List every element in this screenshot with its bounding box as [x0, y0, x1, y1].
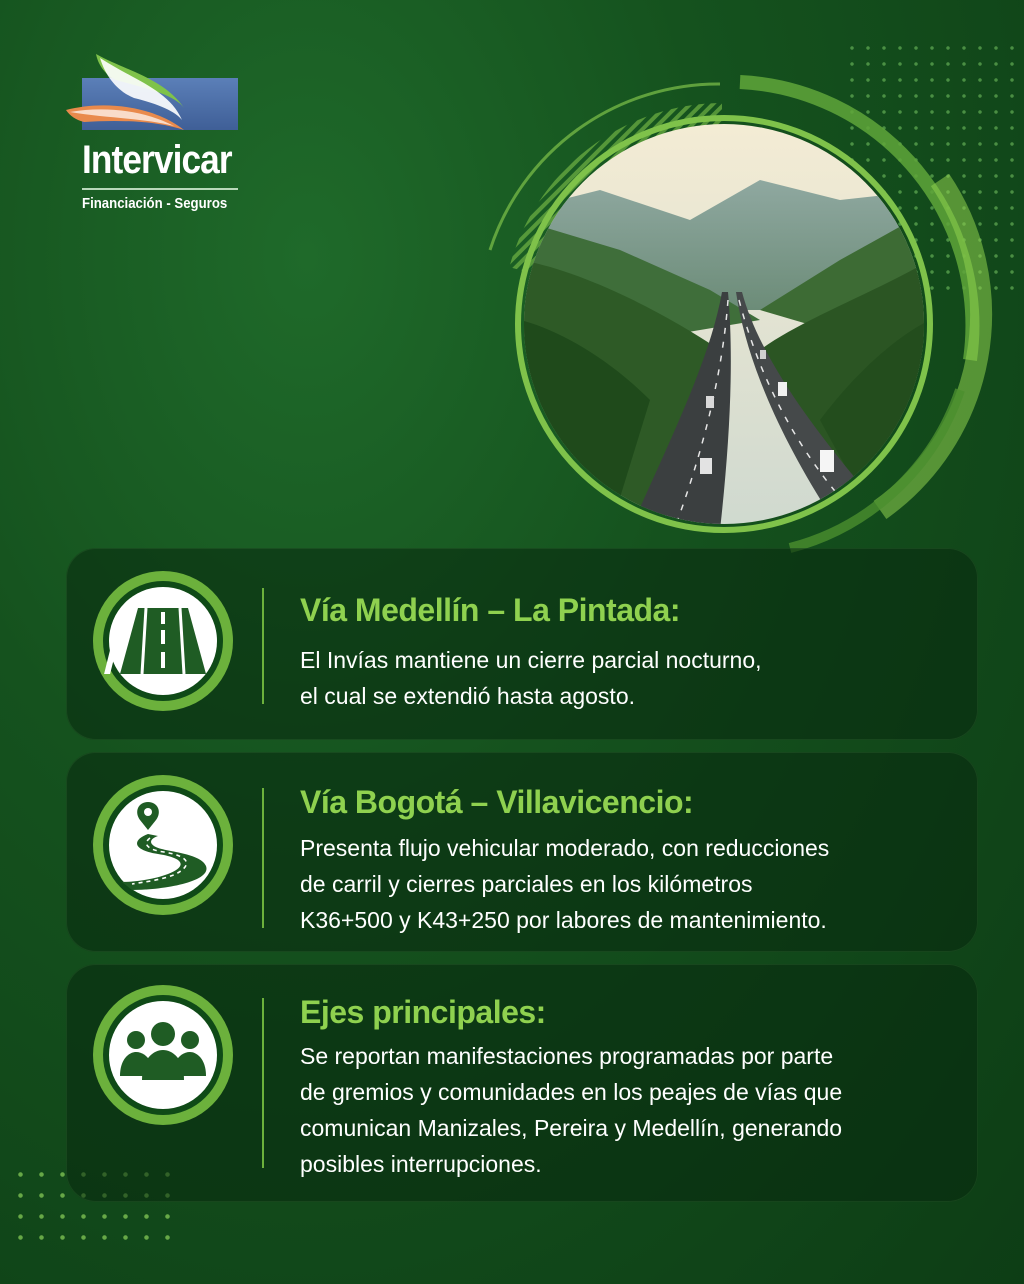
card-divider: [262, 588, 264, 704]
card-divider: [262, 788, 264, 928]
info-card-bogota: [66, 752, 978, 952]
brand-name: Intervicar: [82, 138, 232, 182]
description-line: Presenta flujo vehicular moderado, con reducciones: [300, 835, 830, 861]
hero-highway-image: [460, 60, 1000, 560]
card-title: Vía Medellín – La Pintada:: [300, 592, 680, 628]
brand-logo: [64, 50, 244, 220]
description-line: Se reportan manifestaciones programadas por parte: [300, 1043, 834, 1069]
logo-leaf-icon: [64, 50, 244, 140]
logo-divider: [82, 188, 238, 190]
card-description: [300, 1038, 842, 1182]
card-description: [300, 642, 762, 714]
card-title: Vía Bogotá – Villavicencio:: [300, 784, 694, 820]
card-description: [300, 830, 829, 938]
description-line: de gremios y comunidades en los peajes de vías que: [300, 1079, 843, 1105]
description-line: El Invías mantiene un cierre parcial nocturno,: [300, 647, 762, 673]
brand-tagline: Financiación - Seguros: [82, 195, 228, 212]
people-group-icon: [92, 984, 234, 1126]
winding-road-pin-icon: [92, 774, 234, 916]
road-icon: [92, 570, 234, 712]
description-line: de carril y cierres parciales en los kilómetros: [300, 871, 753, 897]
description-line: posibles interrupciones.: [300, 1151, 542, 1177]
info-card-ejes: [66, 964, 978, 1202]
card-title: Ejes principales:: [300, 994, 546, 1030]
description-line: el cual se extendió hasta agosto.: [300, 683, 636, 709]
description-line: K36+500 y K43+250 por labores de mantenimiento.: [300, 907, 827, 933]
description-line: comunican Manizales, Pereira y Medellín, generando: [300, 1115, 843, 1141]
card-divider: [262, 998, 264, 1168]
info-card-medellin: [66, 548, 978, 740]
